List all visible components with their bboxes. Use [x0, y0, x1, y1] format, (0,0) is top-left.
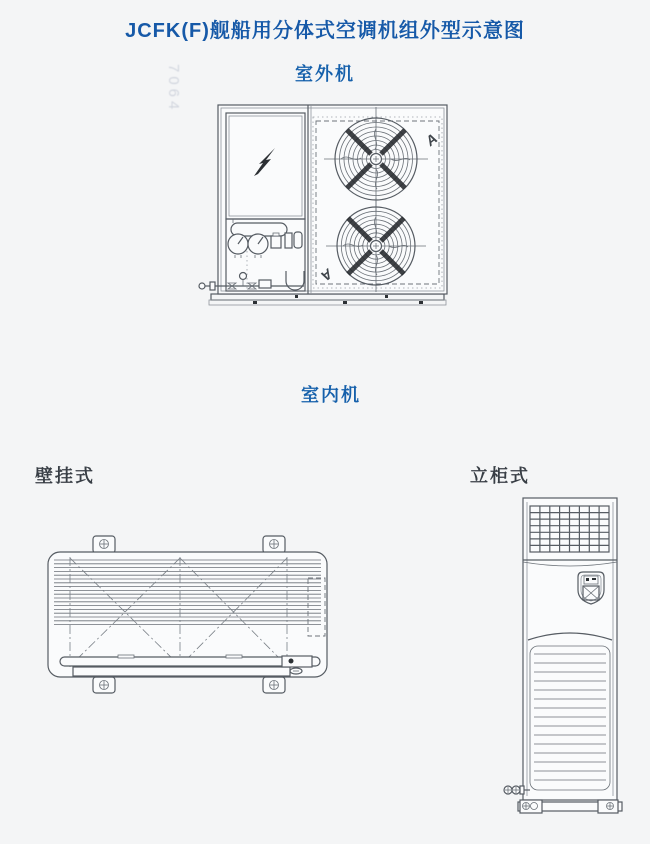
section-arrow-marker: A	[422, 130, 441, 149]
mounting-bracket	[93, 536, 115, 553]
scan-artifact: 7064	[165, 64, 182, 114]
base-feet	[518, 800, 622, 813]
valve-components	[271, 232, 302, 248]
service-valve-fitting	[199, 282, 215, 290]
section-label-outdoor-unit: 室外机	[295, 64, 355, 84]
section-arrow-marker: A	[318, 265, 336, 285]
control-panel-badge	[578, 572, 604, 604]
section-label-indoor-unit: 室内机	[301, 385, 361, 405]
wall-mounted-unit-drawing	[30, 530, 340, 705]
section-label-wall-mounted: 壁挂式	[35, 466, 95, 486]
air-outlet-flap	[60, 655, 320, 676]
mounting-bracket	[263, 536, 285, 553]
mounting-bracket	[263, 677, 285, 693]
section-label-floor-standing: 立柜式	[470, 466, 530, 486]
outdoor-unit-drawing	[195, 95, 460, 310]
page-title: JCFK(F)舰船用分体式空调机组外型示意图	[125, 20, 525, 42]
base-rail	[209, 294, 446, 305]
mounting-bracket	[93, 677, 115, 693]
cabinet-shell	[218, 105, 447, 294]
floor-standing-unit-drawing	[480, 478, 640, 833]
